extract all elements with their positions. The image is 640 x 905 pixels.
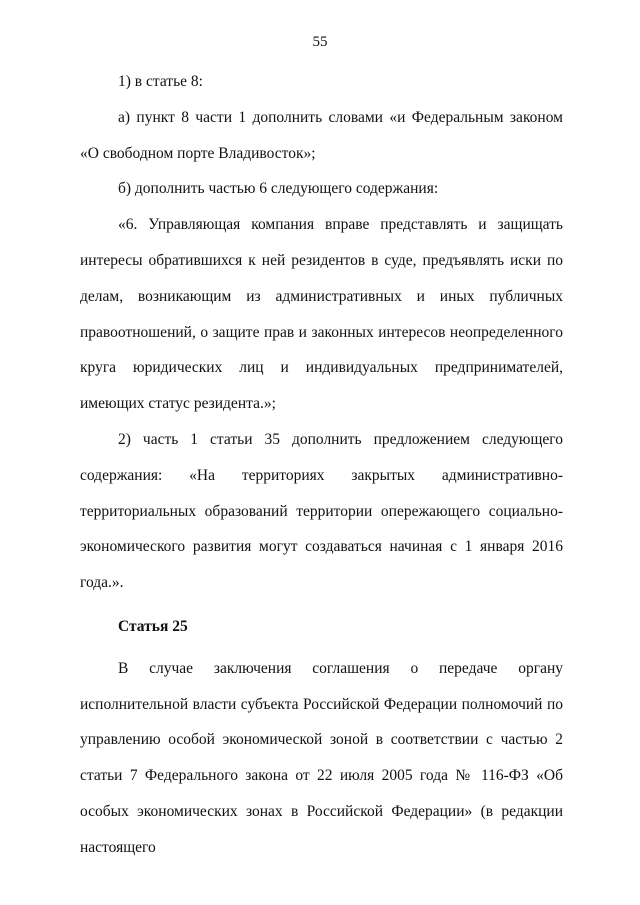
paragraph-part-6-text: «6. Управляющая компания вправе представлять и защищать интересы обратившихся к ней резидентов в суде, предъявлять иски по делам, возникающим из административных и иных публичных правоотношений, о защите прав и законных интересов неопределенного круга юридических лиц и индивидуальных предпринимателей, имеющих статус резидента.»; (80, 216, 563, 413)
page-number: 55 (312, 34, 328, 50)
paragraph-article-35-item: 2) часть 1 статьи 35 дополнить предложением следующего содержания: «На территориях закрытых административно-территориальных образований территории опережающего социально-экономического развития могут создаваться начиная с 1 января 2016 года.». (80, 430, 563, 592)
paragraph-subitem-b: б) дополнить частью 6 следующего содержания: (118, 180, 439, 198)
paragraph-subitem-a: а) пункт 8 части 1 дополнить словами «и Федеральным законом «О свободном порте Владивосток»; (80, 108, 563, 162)
paragraph-article-25-text: В случае заключения соглашения о передаче органу исполнительной власти субъекта Российской Федерации полномочий по управлению особой экономической зоной в соответствии с частью 2 статьи 7 Федерального закона от 22 июля 2005 года № 116-ФЗ «Об особых экономических зонах в Российской Федерации» (в редакции настоящего (80, 659, 563, 856)
paragraph-article-8-item: 1) в статье 8: (118, 73, 203, 90)
article-heading: Статья 25 (118, 617, 188, 635)
document-body (80, 64, 563, 866)
